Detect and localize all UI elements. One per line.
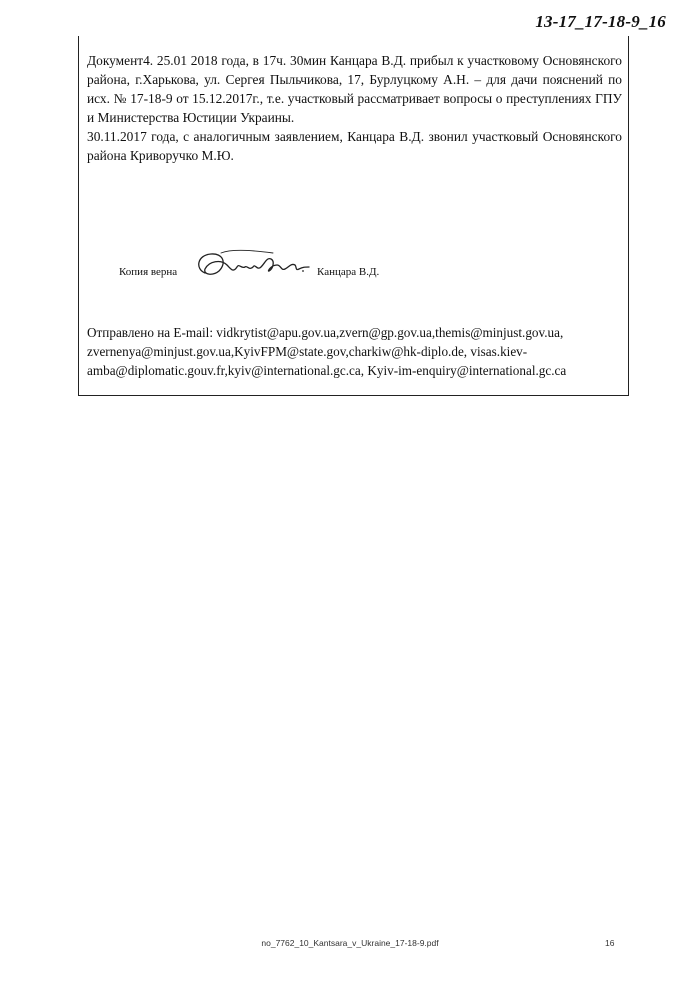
handwritten-signature-icon (191, 245, 313, 287)
paragraph-2: 30.11.2017 года, с аналогичным заявлением, Канцара В.Д. звонил участковый Основянского района Криворучко М.Ю. (87, 129, 622, 163)
document-id: 13-17_17-18-9_16 (535, 12, 666, 31)
document-frame (78, 36, 629, 396)
signature-row (119, 259, 519, 289)
body-text (87, 51, 622, 165)
copy-certified-label: Копия верна (119, 266, 178, 278)
footer-filename: no_7762_10_Kantsara_v_Ukraine_17-18-9.pdf (261, 938, 439, 948)
signatory-name: Канцара В.Д. (317, 266, 380, 278)
email-recipients: Отправлено на E-mail: vidkrytist@apu.gov.ua,zvern@gp.gov.ua,themis@minjust.gov.ua, zvernenya@minjust.gov.ua,KyivFPM@state.gov,charkiw@hk-diplo.de, visas.kiev-amba@diplomatic.gouv.fr,kyiv@international.gc.ca, Kyiv-im-enquiry@international.gc.ca (87, 325, 567, 378)
paragraph-1: Документ4. 25.01 2018 года, в 17ч. 30мин Канцара В.Д. прибыл к участковому Основянского района, г.Харькова, ул. Сергея Пыльчикова, 17, Бурлуцкому А.Н. – для дачи пояснений по исх. № 17-18-9 от 15.12.2017г., т.е. участковый рассматривает вопросы о преступлениях ГПУ и Министерства Юстиции Украины. (87, 53, 622, 125)
page-number: 16 (605, 938, 615, 948)
